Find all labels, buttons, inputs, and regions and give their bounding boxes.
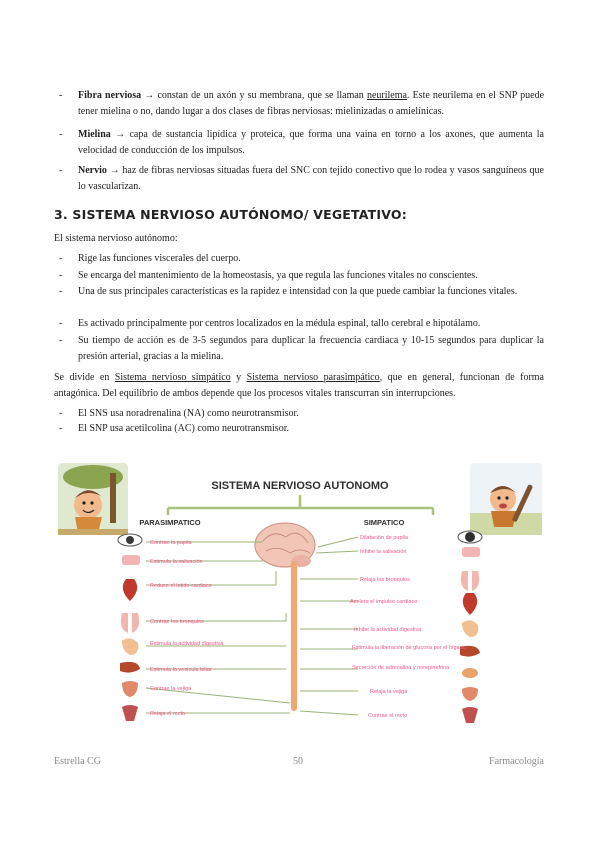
nt-bullet: - El SNP usa acetilcolina (AC) como neurotransmisor.: [59, 423, 289, 434]
footer-author: Estrella CG: [54, 756, 101, 767]
link-parasimpatico: Sistema nervioso parasimpático: [246, 372, 380, 383]
label-dilatacion-pupila: Dilatación de pupila: [360, 535, 409, 541]
link-simpatico: Sistema nervioso simpático: [114, 372, 231, 383]
neurilema-term: neurilema: [366, 90, 407, 101]
label-inhibe-salivacion: Inhibe la salivación: [360, 549, 407, 555]
label-contrae-vejiga: Contrae la vejiga: [150, 686, 192, 692]
label-estimula-vesicula: Estimula la vesícula biliar: [150, 667, 212, 673]
nt-bullet: - El SNS usa noradrenalina (NA) como neurotransmisor.: [59, 408, 299, 419]
label-acelera-impulso: Acelera el impulso cardiaco: [350, 599, 418, 605]
branch-connectors: [168, 495, 433, 515]
label-secrecion-adrenalina: Secreción de adrenalina y norepinefrina: [352, 665, 450, 671]
label-estimula-digestiva: Estimula la actividad digestiva: [150, 641, 224, 647]
sympathetic-labels: [350, 535, 466, 719]
term: Fibra nerviosa: [78, 90, 142, 101]
label-relaja-bronquios: Relaja los bronquios: [360, 577, 410, 583]
sna-bullet: - Se encarga del mantenimiento de la homeostasis, ya que regula las funciones vitales no conscientes.: [59, 270, 478, 281]
brain-illustration: [255, 523, 315, 567]
bullet-nervio: - Nervio → haz de fibras nerviosas situadas fuera del SNC con tejido conectivo que lo rodea y vasos sanguíneos que lo vascularizan.: [59, 165, 544, 192]
term: Nervio: [78, 165, 107, 176]
label-contrae-pupila: Contrae la pupila: [150, 540, 192, 546]
label-inhibe-digestiva: Inhibe la actividad digestiva: [354, 627, 422, 633]
intro-text: El sistema nervioso autónomo:: [54, 233, 178, 244]
label-relaja-recto: Relaja el recto: [150, 711, 186, 717]
parasympathetic-labels: [150, 540, 224, 717]
bullet-fibra-nerviosa: - Fibra nerviosa → constan de un axón y su membrana, que se llaman neurilema. Este neurilema en el SNP puede tener mielina o no, dando lugar a dos clases de fibras nerviosas: mielinizadas o amielínicas.: [59, 90, 545, 117]
figure-title: SISTEMA NERVIOSO AUTONOMO: [211, 480, 389, 492]
divide-paragraph: Se divide en Sistema nervioso simpático y Sistema nervioso parasimpático, que en general, funcionan de forma antagónica. Del equilibrio de ambos depende que los procesos vitales transcurran sin interrupciones.: [54, 372, 544, 399]
caveman-illustration-left: [58, 463, 128, 535]
label-reduce-latido: Reduce el latido cardiaco: [150, 583, 212, 589]
bullet-mielina: - Mielina → capa de sustancia lipídica y proteica, que forma una vaina en torno a los axones, que aumenta la velocidad de conducción de los impulsos.: [59, 129, 544, 156]
label-contrae-recto: Contrae el recto: [368, 713, 408, 719]
organ-icons-left: [118, 534, 142, 721]
label-liberacion-glucosa: Estimula la liberación de glucosa por el hígado: [352, 645, 466, 651]
spinal-cord: [291, 561, 297, 711]
section-title: 3. SISTEMA NERVIOSO AUTÓNOMO/ VEGETATIVO:: [54, 207, 407, 222]
term: Mielina: [78, 129, 111, 140]
caveman-illustration-right: [470, 463, 542, 535]
label-relaja-vejiga: Relaja la vejiga: [370, 689, 408, 695]
footer-subject: Farmacología: [489, 756, 544, 767]
label-estimula-salivacion: Estimula la salivación: [150, 559, 203, 565]
sna-bullet: - Es activado principalmente por centros localizados en la médula espinal, tallo cerebral e hipotálamo.: [59, 318, 481, 329]
sna-bullet: - Rige las funciones viscerales del cuerpo.: [59, 253, 241, 264]
parasympathetic-header: PARASIMPATICO: [139, 518, 201, 527]
sna-bullet: - Su tiempo de acción es de 3-5 segundos para duplicar la frecuencia cardiaca y 10-15 segundos para duplicar la presión arterial, gracias a la mielina.: [59, 335, 544, 362]
footer-page-number: 50: [293, 756, 303, 767]
sna-bullet: - Una de sus principales características es la rapidez e intensidad con la que puede cambiar la funciones vitales.: [59, 286, 518, 297]
sympathetic-header: SIMPATICO: [363, 518, 405, 527]
autonomic-nervous-system-figure: [58, 463, 543, 735]
label-contrae-bronquios: Contrae los bronquios: [150, 619, 204, 625]
organ-icons-right: [458, 531, 482, 723]
